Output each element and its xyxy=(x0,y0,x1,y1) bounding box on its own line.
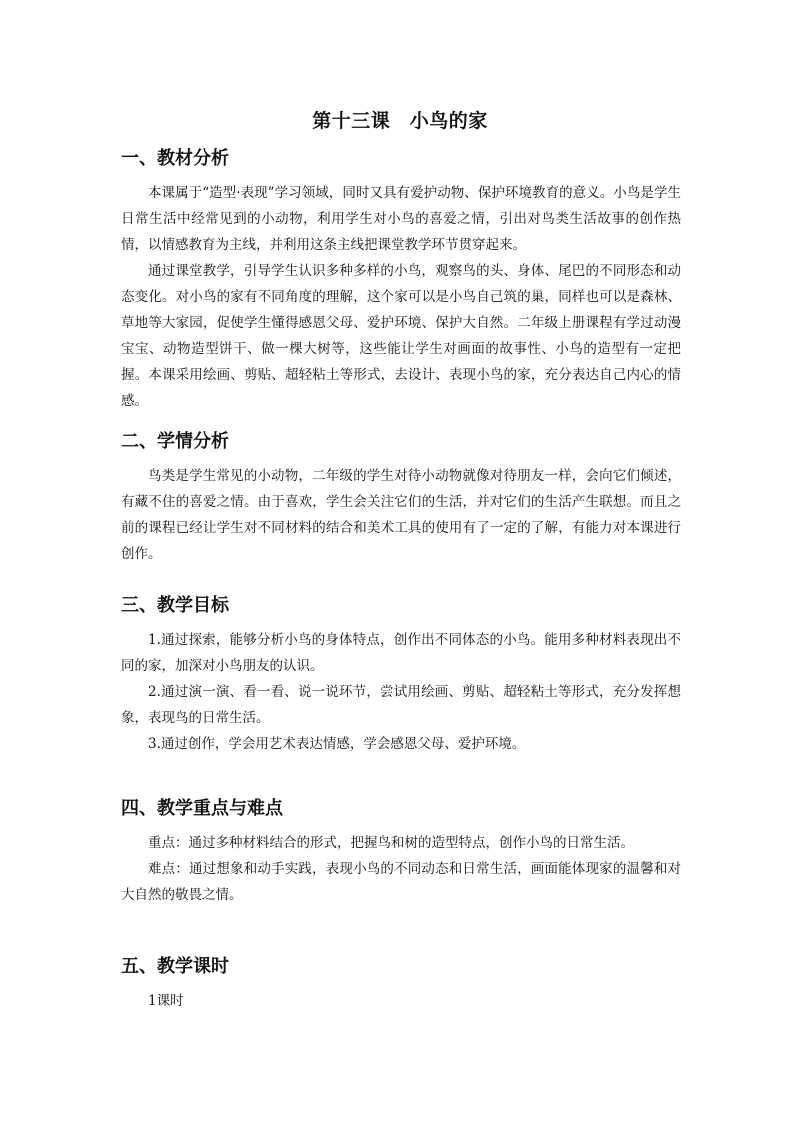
section-class-hours xyxy=(121,954,681,1014)
section-learner-analysis xyxy=(121,429,681,567)
paragraph: 重点：通过多种材料结合的形式，把握鸟和树的造型特点，创作小鸟的日常生活。 xyxy=(148,835,634,851)
section-heading: 二、学情分析 xyxy=(121,431,229,452)
section-heading: 一、教材分析 xyxy=(121,148,229,169)
section-heading: 四、教学重点与难点 xyxy=(121,798,283,819)
section-key-points xyxy=(121,796,681,908)
section-textbook-analysis xyxy=(121,146,681,414)
page-title: 第十三课 小鸟的家 xyxy=(312,110,488,132)
section-heading: 五、教学课时 xyxy=(121,956,229,977)
paragraph: 本课属于“造型·表现”学习领域，同时又具有爱护动物、保护环境教育的意义。小鸟是学生日常生活中经常见到的小动物，利用学生对小鸟的喜爱之情，引出对鸟类生活故事的创作热情，以情感教育为主线，并利用这条主线把课堂教学环节贯穿起来。 xyxy=(121,185,681,253)
paragraph: 鸟类是学生常见的小动物，二年级的学生对待小动物就像对待朋友一样，会向它们倾述，有藏不住的喜爱之情。由于喜欢，学生会关注它们的生活，并对它们的生活产生联想。而且之前的课程已经让学生对不同材料的结合和美术工具的使用有了一定的了解，有能力对本课进行创作。 xyxy=(121,468,681,562)
paragraph: 1课时 xyxy=(148,993,184,1009)
paragraph: 难点：通过想象和动手实践，表现小鸟的不同动态和日常生活，画面能体现家的温馨和对大自然的敬畏之情。 xyxy=(121,861,681,903)
section-teaching-goals xyxy=(121,593,681,757)
section-heading: 三、教学目标 xyxy=(121,595,229,616)
paragraph: 3.通过创作，学会用艺术表达情感，学会感恩父母、爱护环境。 xyxy=(148,736,526,752)
paragraph: 通过课堂教学，引导学生认识多种多样的小鸟，观察鸟的头、身体、尾巴的不同形态和动态变化。对小鸟的家有不同角度的理解，这个家可以是小鸟自己筑的巢，同样也可以是森林、草地等大家园，促使学生懂得感恩父母、爱护环境、保护大自然。二年级上册课程有学过动漫宝宝、动物造型饼干、做一棵大树等，这些能让学生对画面的故事性、小鸟的造型有一定把握。本课采用绘画、剪贴、超轻粘土等形式，去设计、表现小鸟的家，充分表达自己内心的情感。 xyxy=(121,263,681,409)
paragraph: 1.通过探索，能够分析小鸟的身体特点，创作出不同体态的小鸟。能用多种材料表现出不同的家，加深对小鸟朋友的认识。 xyxy=(121,632,681,674)
paragraph: 2.通过演一演、看一看、说一说环节，尝试用绘画、剪贴、超轻粘土等形式，充分发挥想象，表现鸟的日常生活。 xyxy=(121,684,681,726)
